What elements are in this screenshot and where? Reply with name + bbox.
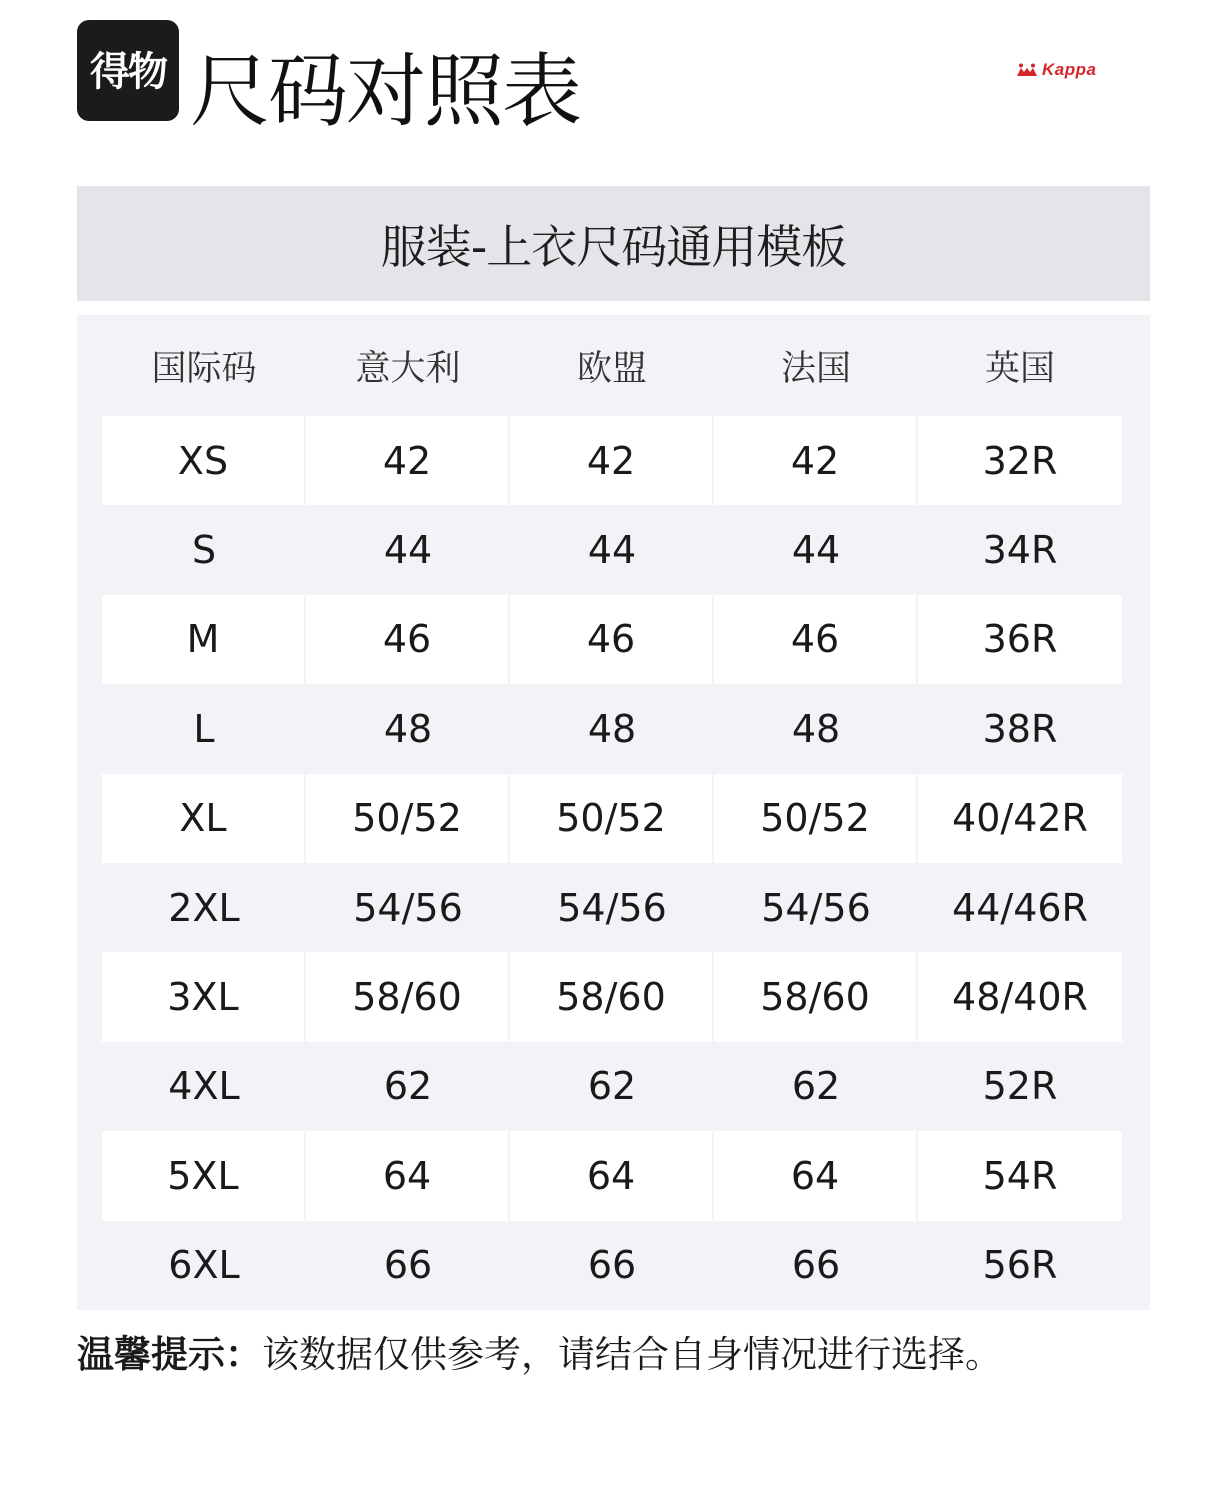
table-cell: 48 bbox=[383, 706, 433, 751]
table-cell: XL bbox=[102, 774, 306, 863]
table-cell: M bbox=[102, 595, 306, 684]
table-cell: L bbox=[193, 706, 215, 751]
table-cell: 34R bbox=[982, 528, 1058, 573]
page-title: 尺码对照表 bbox=[190, 45, 580, 138]
table-cell: 50/52 bbox=[510, 774, 714, 863]
table-cell: 5XL bbox=[102, 1131, 306, 1220]
table-cell: 66 bbox=[587, 1243, 637, 1288]
table-cell: 58/60 bbox=[306, 952, 510, 1041]
table-row bbox=[102, 952, 1122, 1041]
table-cell: 48/40R bbox=[918, 952, 1122, 1041]
table-cell: 54/56 bbox=[353, 885, 463, 930]
table-cell: 6XL bbox=[168, 1243, 240, 1288]
notice-label: 温馨提示： bbox=[77, 1333, 262, 1376]
size-table-body bbox=[102, 416, 1122, 1310]
table-row bbox=[102, 1131, 1122, 1220]
table-cell: 42 bbox=[306, 416, 510, 505]
table-row bbox=[102, 684, 1122, 773]
table-cell: 62 bbox=[383, 1064, 433, 1109]
app-logo bbox=[77, 20, 179, 121]
table-cell: 48 bbox=[587, 706, 637, 751]
column-header-international: 国际码 bbox=[151, 349, 257, 389]
table-cell: 2XL bbox=[168, 885, 240, 930]
table-row bbox=[102, 1042, 1122, 1131]
table-cell: 44 bbox=[791, 528, 841, 573]
table-cell: 66 bbox=[383, 1243, 433, 1288]
table-cell: 64 bbox=[306, 1131, 510, 1220]
column-header-eu: 欧盟 bbox=[576, 349, 647, 389]
table-cell: 54/56 bbox=[761, 885, 871, 930]
table-banner-title: 服装-上衣尺码通用模板 bbox=[380, 219, 847, 274]
size-table bbox=[77, 315, 1150, 1310]
table-cell: S bbox=[191, 528, 217, 573]
table-cell: 46 bbox=[306, 595, 510, 684]
table-cell: 62 bbox=[587, 1064, 637, 1109]
table-row bbox=[102, 1221, 1122, 1310]
table-cell: 44/46R bbox=[952, 885, 1088, 930]
size-table-header bbox=[102, 315, 1122, 415]
table-cell: 56R bbox=[982, 1243, 1058, 1288]
brand-name: Kappa bbox=[1042, 60, 1097, 79]
table-cell: 46 bbox=[510, 595, 714, 684]
table-cell: 38R bbox=[982, 706, 1058, 751]
column-header-france: 法国 bbox=[780, 349, 851, 389]
app-logo-text: 得物 bbox=[90, 49, 166, 95]
table-cell: 44 bbox=[383, 528, 433, 573]
table-cell: 44 bbox=[587, 528, 637, 573]
table-row bbox=[102, 863, 1122, 952]
table-row bbox=[102, 505, 1122, 594]
table-cell: 42 bbox=[510, 416, 714, 505]
table-cell: 54R bbox=[918, 1131, 1122, 1220]
kappa-omini-icon bbox=[1016, 63, 1038, 77]
brand-logo bbox=[1016, 59, 1096, 81]
column-header-italy: 意大利 bbox=[355, 349, 461, 389]
notice bbox=[77, 1325, 1002, 1385]
table-cell: 62 bbox=[791, 1064, 841, 1109]
table-cell: 46 bbox=[714, 595, 918, 684]
table-row bbox=[102, 416, 1122, 505]
table-cell: 54/56 bbox=[557, 885, 667, 930]
table-cell: XS bbox=[102, 416, 306, 505]
table-banner bbox=[77, 186, 1150, 301]
table-cell: 50/52 bbox=[714, 774, 918, 863]
table-cell: 52R bbox=[982, 1064, 1058, 1109]
table-cell: 48 bbox=[791, 706, 841, 751]
table-cell: 32R bbox=[918, 416, 1122, 505]
table-cell: 58/60 bbox=[510, 952, 714, 1041]
table-cell: 36R bbox=[918, 595, 1122, 684]
table-cell: 58/60 bbox=[714, 952, 918, 1041]
table-cell: 40/42R bbox=[918, 774, 1122, 863]
table-cell: 66 bbox=[791, 1243, 841, 1288]
table-cell: 64 bbox=[510, 1131, 714, 1220]
table-row bbox=[102, 595, 1122, 684]
table-cell: 4XL bbox=[168, 1064, 240, 1109]
table-cell: 42 bbox=[714, 416, 918, 505]
table-cell: 3XL bbox=[102, 952, 306, 1041]
table-row bbox=[102, 774, 1122, 863]
notice-text: 该数据仅供参考，请结合自身情况进行选择。 bbox=[262, 1333, 1002, 1376]
table-cell: 50/52 bbox=[306, 774, 510, 863]
table-cell: 64 bbox=[714, 1131, 918, 1220]
column-header-uk: 英国 bbox=[984, 349, 1055, 389]
